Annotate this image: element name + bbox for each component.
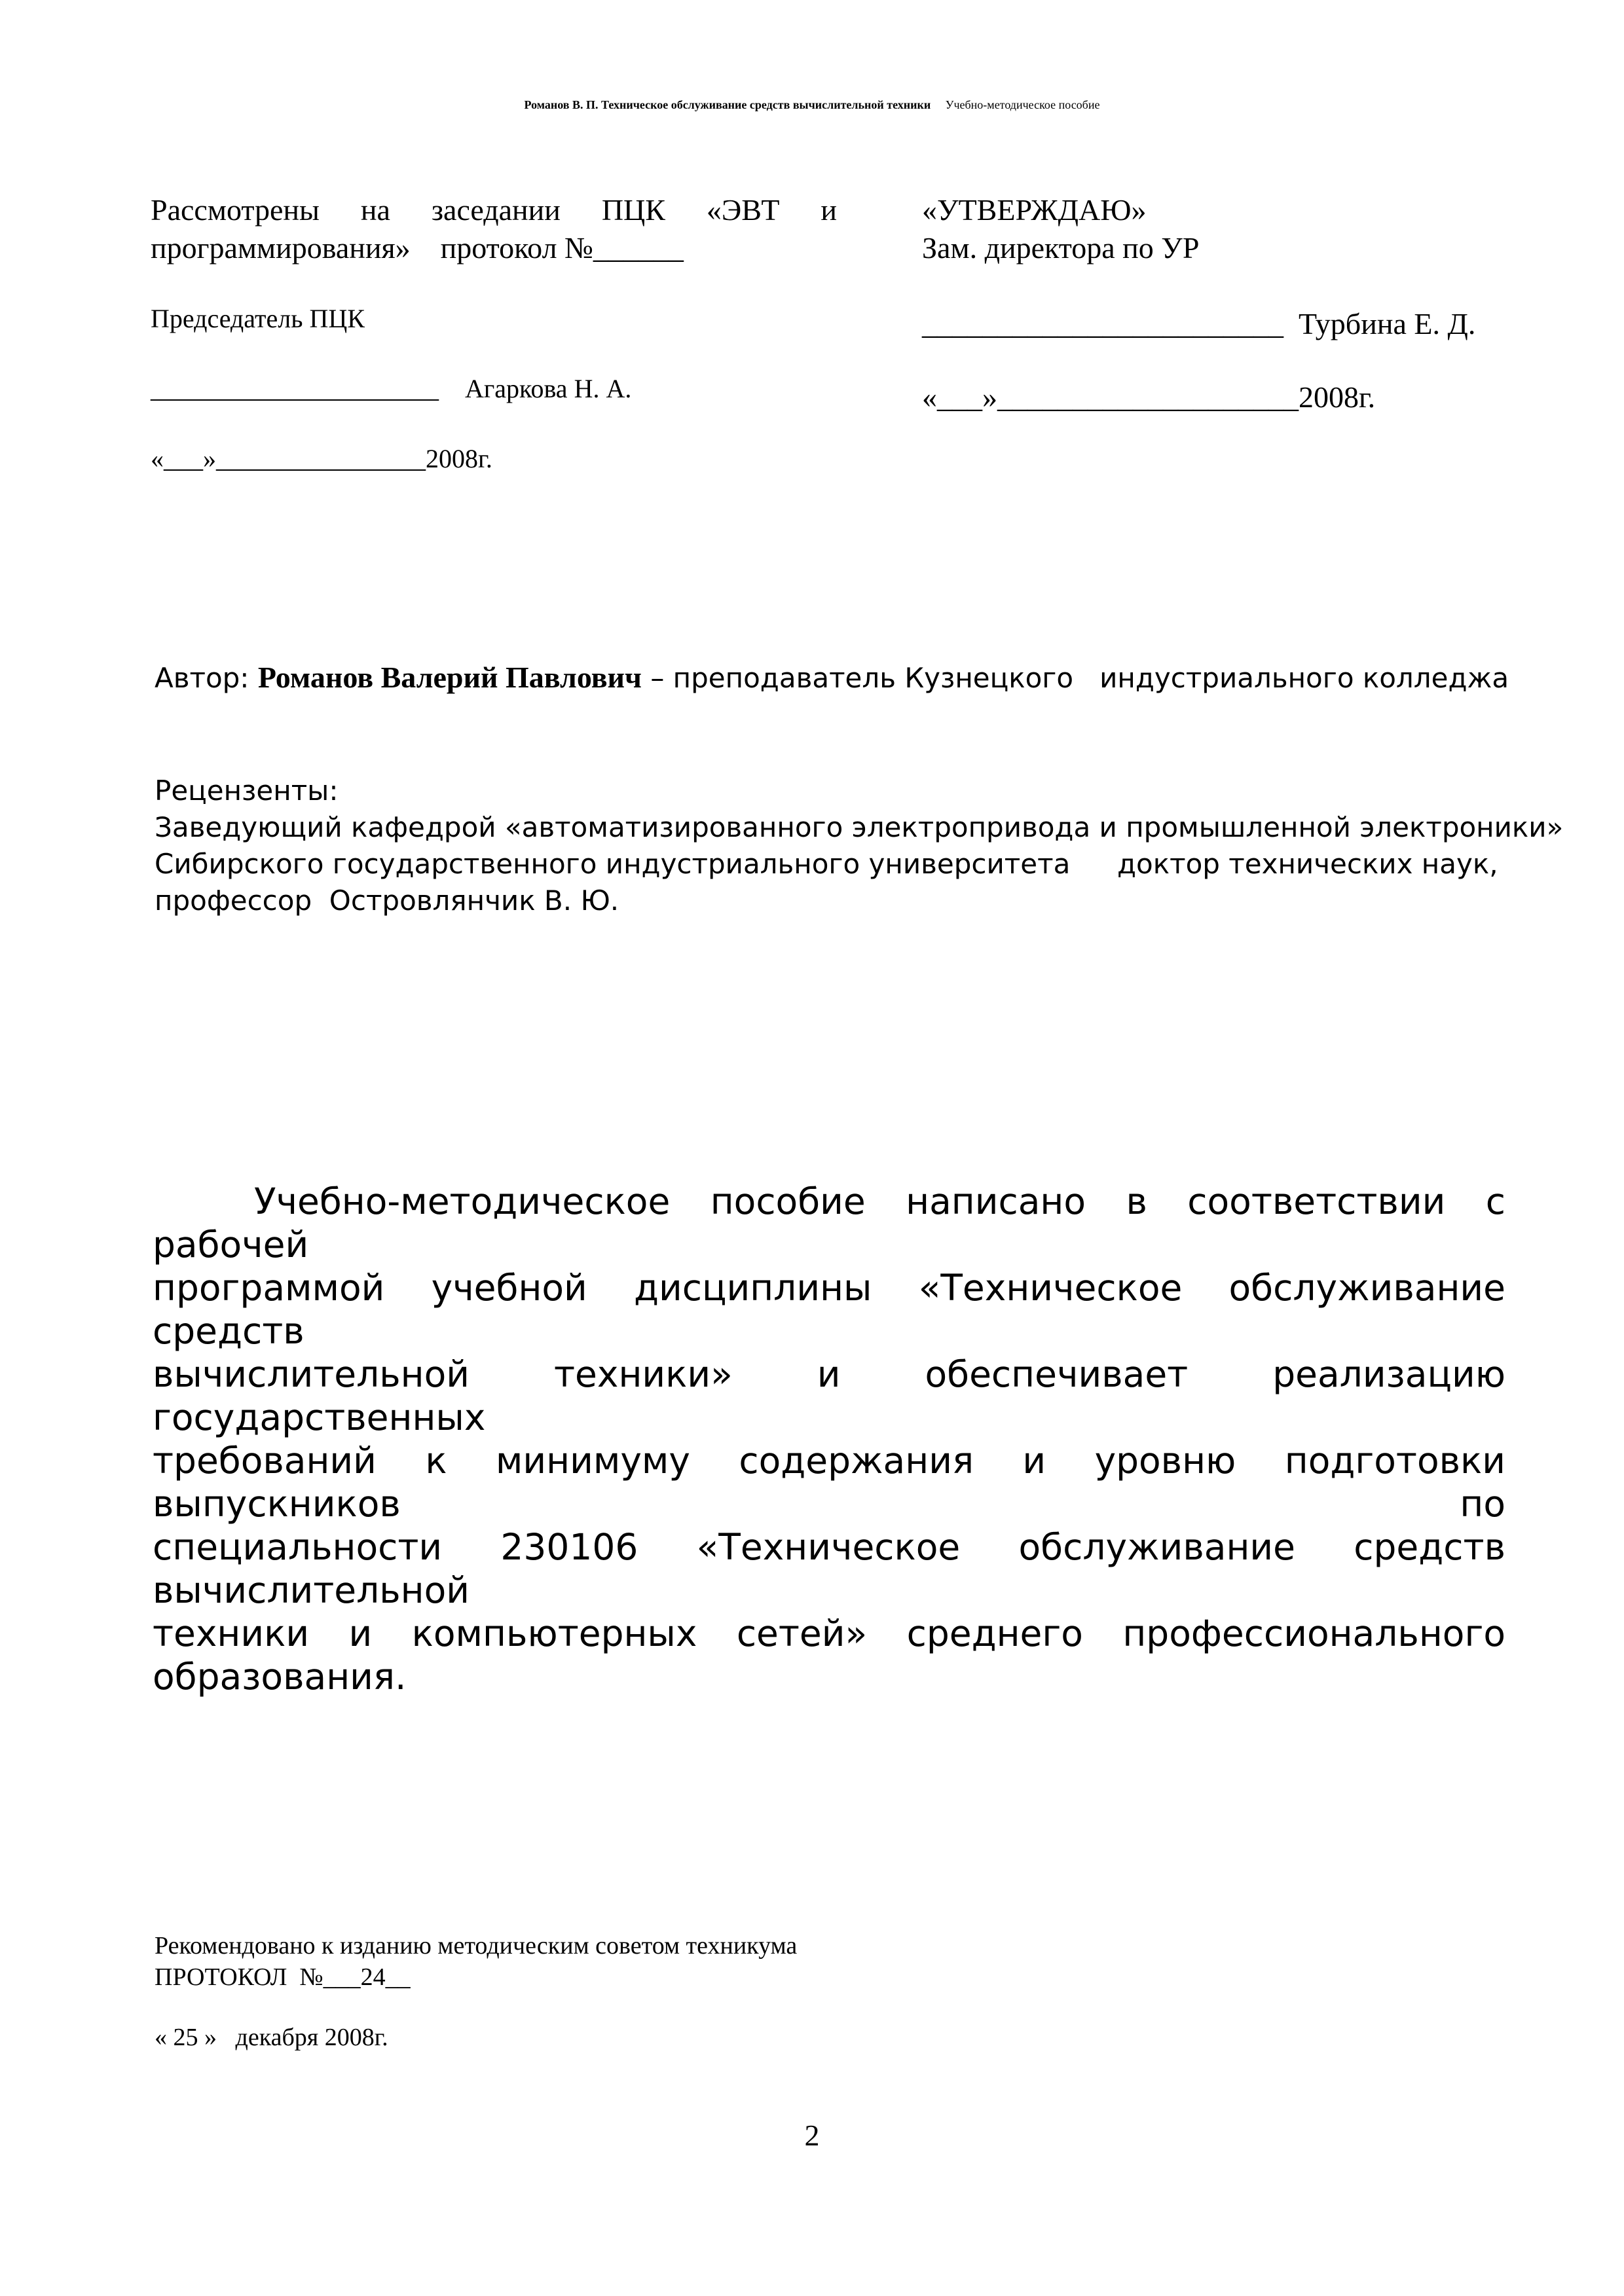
reviewers-line-1: Заведующий кафедрой «автоматизированного электропривода и промышленной электроники»	[155, 811, 1564, 843]
main-line-1: Учебно-методическое пособие написано в соответствии с рабочей	[153, 1180, 1505, 1266]
author-name: Романов Валерий Павлович	[257, 661, 642, 694]
main-line-4: требований к минимуму содержания и уровню подготовки выпускников по	[153, 1440, 1505, 1525]
reviewers-university: Сибирского государственного индустриального университета	[155, 848, 1071, 880]
main-line-2: программой учебной дисциплины «Техническое обслуживание средств	[153, 1267, 1505, 1352]
author-label: Автор:	[155, 662, 258, 694]
reviewers-degree: доктор технических наук,	[1117, 848, 1498, 880]
main-line-5: специальности 230106 «Техническое обслуживание средств вычислительной	[153, 1526, 1505, 1611]
recommendation-protocol: ПРОТОКОЛ №___24__	[155, 1963, 411, 1991]
reviewers-line-2	[155, 846, 1498, 883]
review-block	[151, 191, 837, 267]
chair-signature: ______________________ Агаркова Н. А.	[151, 374, 632, 403]
page-number: 2	[804, 2119, 820, 2152]
main-line-6: техники и компьютерных сетей» среднего профессионального образования.	[153, 1613, 1505, 1698]
recommendation-date: « 25 » декабря 2008г.	[155, 2024, 388, 2051]
main-line-3: вычислительной техники» и обеспечивает реализацию государственных	[153, 1353, 1505, 1438]
review-line-2: программирования» протокол №______	[151, 231, 684, 264]
recommendation-line-1: Рекомендовано к изданию методическим советом техникума	[155, 1932, 798, 1959]
review-line-1: Рассмотрены на заседании ПЦК «ЭВТ и	[151, 193, 837, 227]
approve-title: «УТВЕРЖДАЮ»	[922, 193, 1147, 227]
running-header-subtitle: Учебно-методическое пособие	[945, 98, 1100, 111]
chair-date: «___»________________2008г.	[151, 444, 492, 473]
approve-date: «___»____________________2008г.	[922, 380, 1376, 414]
running-header	[0, 98, 1624, 112]
author-rest: – преподаватель Кузнецкого индустриального колледжа	[641, 662, 1509, 694]
approve-position: Зам. директора по УР	[922, 231, 1200, 264]
reviewers-heading: Рецензенты:	[155, 774, 339, 807]
reviewers-line-3: профессор Островлянчик В. Ю.	[155, 884, 619, 917]
author-line	[155, 660, 1509, 695]
reviewers-block	[155, 773, 1564, 919]
approve-signature: ________________________ Турбина Е. Д.	[922, 307, 1476, 340]
running-header-title: Романов В. П. Техническое обслуживание средств вычислительной техники	[524, 98, 931, 111]
recommendation-block	[155, 1930, 797, 1993]
chair-label: Председатель ПЦК	[151, 304, 365, 333]
main-paragraph	[153, 1180, 1505, 1698]
